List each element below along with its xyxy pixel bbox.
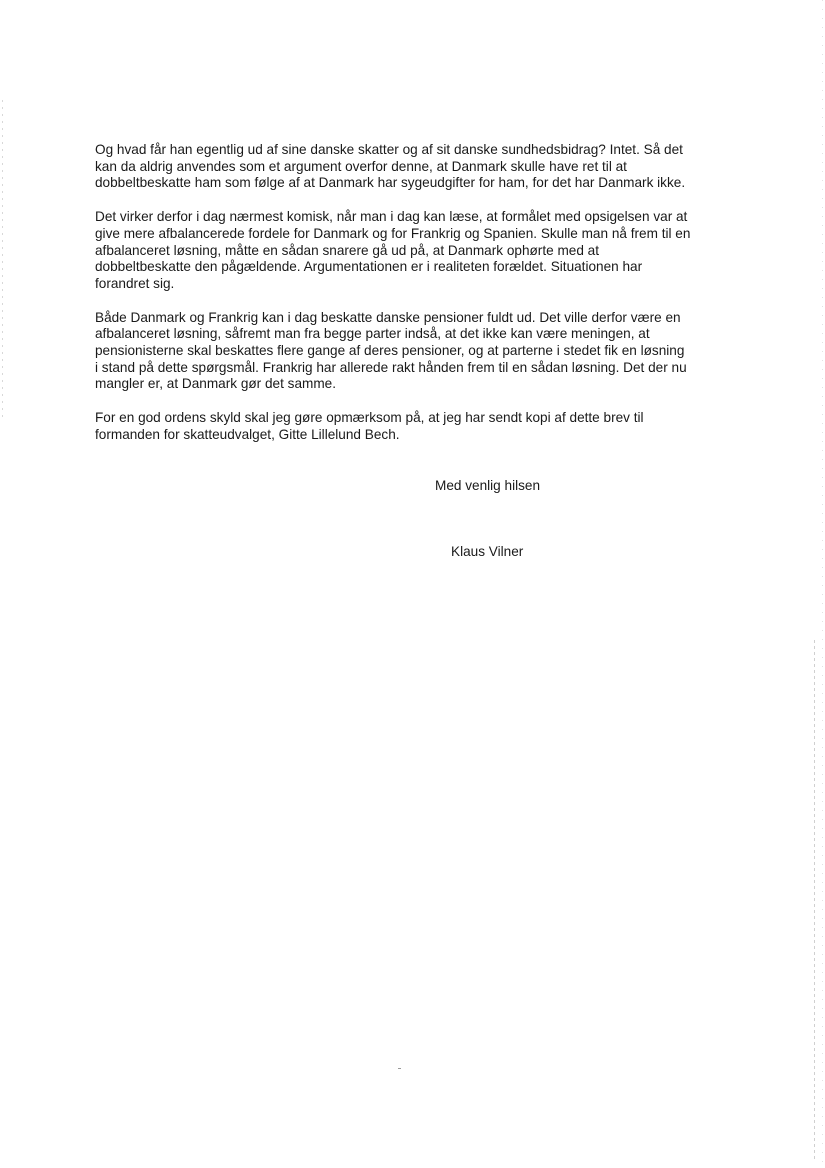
text-line: formanden for skatteudvalget, Gitte Lillelund Bech. (95, 426, 400, 442)
paragraph-1 (95, 142, 735, 192)
scan-speck (398, 1068, 401, 1069)
text-line: i stand på dette spørgsmål. Frankrig har allerede rakt hånden frem til en sådan løsning. Det der nu (95, 359, 687, 375)
paragraph-3 (95, 310, 735, 394)
text-line: Og hvad får han egentlig ud af sine danske skatter og af sit danske sundhedsbidrag? Intet. Så det (95, 142, 683, 157)
text-line: forandret sig. (95, 275, 175, 291)
text-line: pensionisterne skal beskattes flere gange af deres pensioner, og at parterne i stedet fik en løsning (95, 343, 685, 359)
text-line: afbalanceret løsning, måtte en sådan snarere gå ud på, at Danmark ophørte med at (95, 242, 600, 258)
paragraph-2 (95, 209, 735, 293)
text-line: mangler er, at Danmark gør det samme. (95, 376, 336, 392)
text-line: afbalanceret løsning, såfremt man fra begge parter indså, at det ikke kan være meningen, at (95, 326, 650, 342)
text-line: dobbeltbeskatte ham som følge af at Danmark har sygeudgifter for ham, for det har Danmark ikke. (95, 175, 686, 191)
letter-closing: Med venlig hilsen (435, 478, 541, 493)
scan-edge-artifact-right-outer (822, 0, 823, 1168)
scan-edge-artifact-left (2, 100, 3, 420)
letter-body (95, 142, 735, 461)
paragraph-4 (95, 410, 735, 443)
letter-signature-name: Klaus Vilner (451, 544, 524, 559)
text-line: give mere afbalancerede fordele for Danmark og for Frankrig og Spanien. Skulle man nå frem til en (95, 225, 691, 241)
text-line: kan da aldrig anvendes som et argument overfor denne, at Danmark skulle have ret til at (95, 158, 627, 174)
text-line: Det virker derfor i dag nærmest komisk, når man i dag kan læse, at formålet med opsigelsen var at (95, 209, 688, 225)
text-line: dobbeltbeskatte den pågældende. Argumentationen er i realiteten forældet. Situationen har (95, 259, 643, 275)
scan-edge-artifact-right (814, 640, 815, 1160)
text-line: Både Danmark og Frankrig kan i dag beskatte danske pensioner fuldt ud. Det ville derfor være en (95, 309, 681, 325)
text-line: For en god ordens skyld skal jeg gøre opmærksom på, at jeg har sendt kopi af dette brev til (95, 410, 644, 426)
